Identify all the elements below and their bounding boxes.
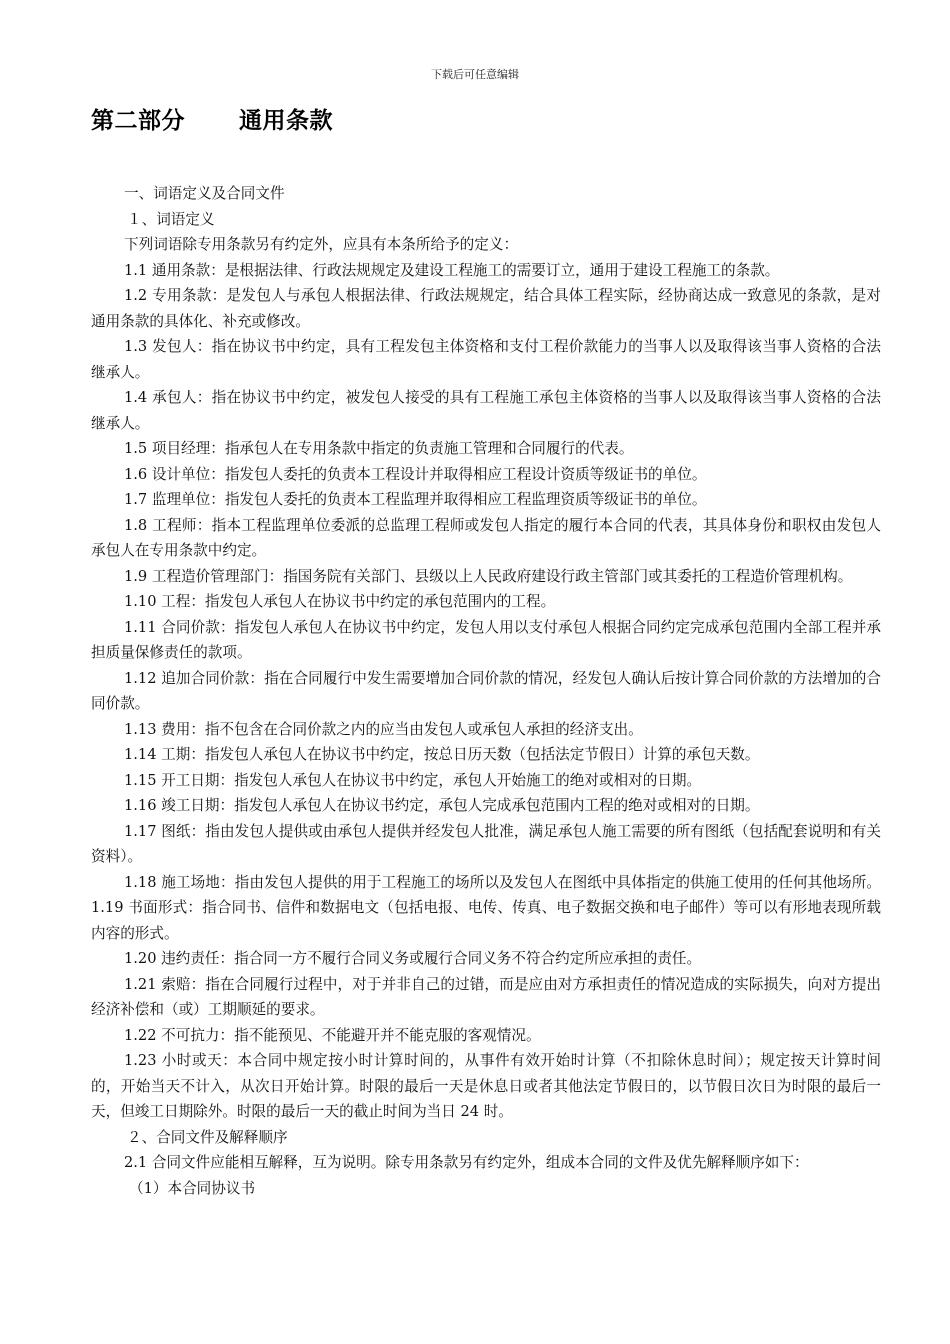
- clause-1-4: 1.4 承包人：指在协议书中约定，被发包人接受的具有工程施工承包主体资格的当事人以及取得该当事人资格的合法继承人。: [91, 389, 881, 432]
- clause-1-9: 1.9 工程造价管理部门：指国务院有关部门、县级以上人民政府建设行政主管部门或其委托的工程造价管理机构。: [124, 567, 853, 585]
- clause-1-17: 1.17 图纸：指由发包人提供或由承包人提供并经发包人批准，满足承包人施工需要的所有图纸（包括配套说明和有关资料）。: [91, 822, 881, 865]
- clause-2-1: 2.1 合同文件应能相互解释，互为说明。除专用条款另有约定外，组成本合同的文件及优先解释顺序如下：: [124, 1154, 809, 1171]
- subsection-heading: １、词语定义: [127, 210, 215, 228]
- clause-1-1: 1.1 通用条款：是根据法律、行政法规规定及建设工程施工的需要订立，通用于建设工程施工的条款。: [124, 261, 780, 279]
- title-name: 通用条款: [239, 108, 333, 134]
- clause-1-7: 1.7 监理单位：指发包人委托的负责本工程监理并取得相应工程监理资质等级证书的单位。: [124, 491, 707, 508]
- paragraph: 下列词语除专用条款另有约定外，应具有本条所给予的定义：: [124, 236, 519, 253]
- clause-1-23: 1.23 小时或天：本合同中规定按小时计算时间的，从事件有效开始时计算（不扣除休息时间）；规定按天计算时间的，开始当天不计入，从次日开始计算。时限的最后一天是休息日或者其他法定节假日的，以节假日次日为时限的最后一天，但竣工日期除外。时限的最后一天的截止时间为当日 24 时。: [91, 1052, 881, 1120]
- clause-1-22: 1.22 不可抗力：指不能预见、不能避开并不能克服的客观情况。: [124, 1026, 541, 1044]
- clause-1-10: 1.10 工程：指发包人承包人在协议书中约定的承包范围内的工程。: [124, 593, 556, 610]
- clause-1-20: 1.20 违约责任：指合同一方不履行合同义务或履行合同义务不符合约定所应承担的责任。: [124, 950, 702, 967]
- clause-1-8: 1.8 工程师：指本工程监理单位委派的总监理工程师或发包人指定的履行本合同的代表，其具体身份和职权由发包人承包人在专用条款中约定。: [91, 516, 881, 559]
- clause-1-15: 1.15 开工日期：指发包人承包人在协议书中约定，承包人开始施工的绝对或相对的日期。: [124, 771, 702, 789]
- clause-1-2: 1.2 专用条款：是发包人与承包人根据法律、行政法规规定，结合具体工程实际，经协商达成一致意见的条款，是对通用条款的具体化、补充或修改。: [91, 287, 881, 330]
- clause-1-13: 1.13 费用：指不包含在合同价款之内的应当由发包人或承包人承担的经济支出。: [124, 720, 643, 738]
- clause-1-14: 1.14 工期：指发包人承包人在协议书中约定，按总日历天数（包括法定节假日）计算的承包天数。: [124, 746, 760, 763]
- clause-1-16: 1.16 竣工日期：指发包人承包人在协议书约定，承包人完成承包范围内工程的绝对或相对的日期。: [124, 797, 760, 814]
- list-item: （1）本合同协议书: [129, 1179, 256, 1197]
- clause-1-21: 1.21 索赔：指在合同履行过程中，对于并非自己的过错，而是应由对方承担责任的情况造成的实际损失，向对方提出经济补偿和（或）工期顺延的要求。: [91, 975, 881, 1018]
- subsection-heading: ２、合同文件及解释顺序: [127, 1128, 288, 1146]
- page-header: 下载后可任意编辑: [431, 68, 519, 81]
- clause-1-12: 1.12 追加合同价款：指在合同履行中发生需要增加合同价款的情况，经发包人确认后按计算合同价款的方法增加的合同价款。: [91, 669, 881, 712]
- section-heading: 一、词语定义及合同文件: [124, 185, 285, 202]
- document-body: [91, 181, 881, 1201]
- clause-1-6: 1.6 设计单位：指发包人委托的负责本工程设计并取得相应工程设计资质等级证书的单位。: [124, 465, 707, 483]
- clause-1-3: 1.3 发包人：指在协议书中约定，具有工程发包主体资格和支付工程价款能力的当事人以及取得该当事人资格的合法继承人。: [91, 338, 881, 381]
- clause-1-11: 1.11 合同价款：指发包人承包人在协议书中约定，发包人用以支付承包人根据合同约定完成承包范围内全部工程并承担质量保修责任的款项。: [91, 618, 881, 661]
- page-title: [91, 102, 333, 135]
- clause-1-18: 1.18 施工场地：指由发包人提供的用于工程施工的场所以及发包人在图纸中具体指定的供施工使用的任何其他场所。1.19 书面形式：指合同书、信件和数据电文（包括电报、电传、传真、电子数据交换和电子邮件）等可以有形地表现所载内容的形式。: [91, 873, 881, 942]
- title-part: 第二部分: [91, 108, 185, 134]
- clause-1-5: 1.5 项目经理：指承包人在专用条款中指定的负责施工管理和合同履行的代表。: [124, 440, 634, 457]
